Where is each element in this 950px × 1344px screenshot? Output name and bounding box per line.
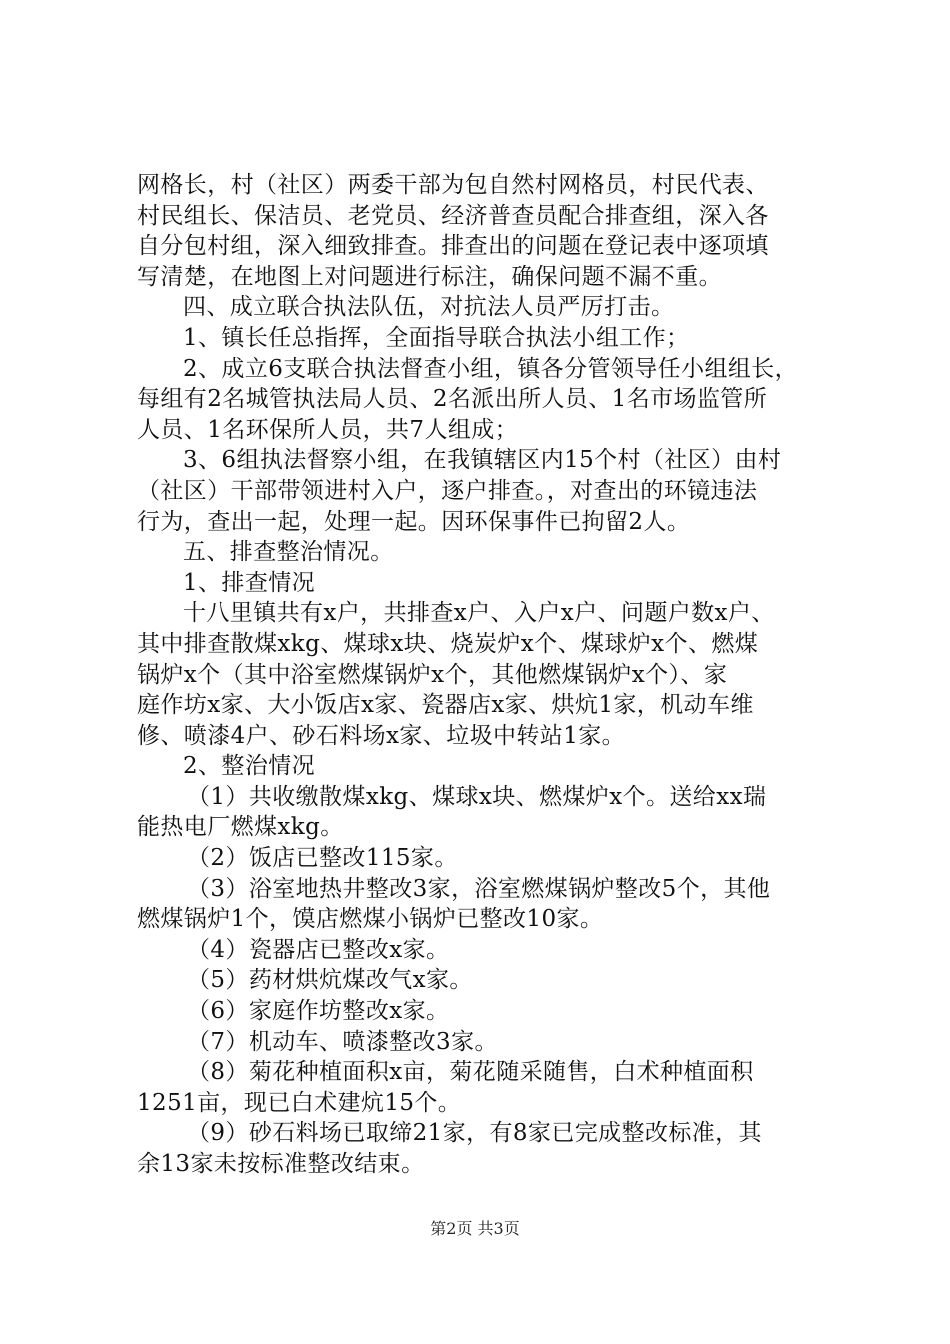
text-line: 村民组长、保洁员、老党员、经济普查员配合排查组，深入各 [137, 202, 769, 229]
list-item: （6）家庭作坊整改x家。 [187, 998, 450, 1025]
text-line: 庭作坊x家、大小饭店x家、瓷器店x家、烘炕1家，机动车维 [137, 692, 754, 719]
text-line: （社区）干部带领进村入户，逐户排查。，对查出的环镜违法 [137, 477, 758, 504]
text-line: 人员、1名环保所人员，共7人组成； [137, 416, 519, 443]
text-line: 1251亩，现已白术建炕15个。 [137, 1089, 462, 1116]
list-item: （7）机动车、喷漆整改3家。 [187, 1028, 498, 1055]
document-body [137, 170, 837, 1180]
list-item: 2、成立6支联合执法督查小组，镇各分管领导任小组组长， [183, 355, 799, 382]
section-heading: 四、成立联合执法队伍，对抗法人员严厉打击。 [183, 294, 675, 321]
paragraph-start: 十八里镇共有x户，共排查x户、入户x户、问题户数x户、 [183, 600, 775, 627]
text-line: 锅炉x个（其中浴室燃煤锅炉x个，其他燃煤锅炉x个）、家 [137, 661, 728, 688]
list-item: （9）砂石料场已取缔21家，有8家已完成整改标准，其 [187, 1120, 762, 1147]
subsection-heading: 1、排查情况 [183, 569, 316, 596]
text-line: 行为，查出一起，处理一起。因环保事件已拘留2人。 [137, 508, 691, 535]
list-item: 1、镇长任总指挥，全面指导联合执法小组工作； [183, 324, 690, 351]
text-line: 写清楚，在地图上对问题进行标注，确保问题不漏不重。 [137, 263, 722, 290]
text-line: 余13家未按标准整改结束。 [137, 1151, 425, 1177]
list-item: （8）菊花种植面积x亩，菊花随采随售，白术种植面积 [187, 1059, 754, 1086]
text-line: 能热电厂燃煤xkg。 [137, 814, 344, 841]
subsection-heading: 2、整治情况 [183, 753, 316, 780]
text-line: 网格长，村（社区）两委干部为包自然村网格员，村民代表、 [137, 172, 769, 198]
list-item: 3、6组执法督察小组，在我镇辖区内15个村（社区）由村 [183, 447, 782, 474]
text-line: 修、喷漆4户、砂石料场x家、垃圾中转站1家。 [137, 722, 626, 749]
text-line: 每组有2名城管执法局人员、2名派出所人员、1名市场监管所 [137, 386, 768, 413]
page-footer: 第2页 共3页 [430, 1219, 520, 1238]
section-heading: 五、排查整治情况。 [183, 539, 394, 566]
text-line: 燃煤锅炉1个，馍店燃煤小锅炉已整改10家。 [137, 906, 604, 933]
list-item: （1）共收缴散煤xkg、煤球x块、燃煤炉x个。送给xx瑞 [187, 783, 767, 810]
text-line: 自分包村组，深入细致排查。排查出的问题在登记表中逐项填 [137, 233, 769, 260]
text-line: 其中排查散煤xkg、煤球x块、烧炭炉x个、煤球炉x个、燃煤 [137, 630, 759, 657]
list-item: （4）瓷器店已整改x家。 [187, 936, 450, 963]
list-item: （5）药材烘炕煤改气x家。 [187, 967, 473, 994]
list-item: （3）浴室地热井整改3家，浴室燃煤锅炉整改5个，其他 [187, 875, 771, 902]
list-item: （2）饭店已整改115家。 [187, 845, 458, 872]
